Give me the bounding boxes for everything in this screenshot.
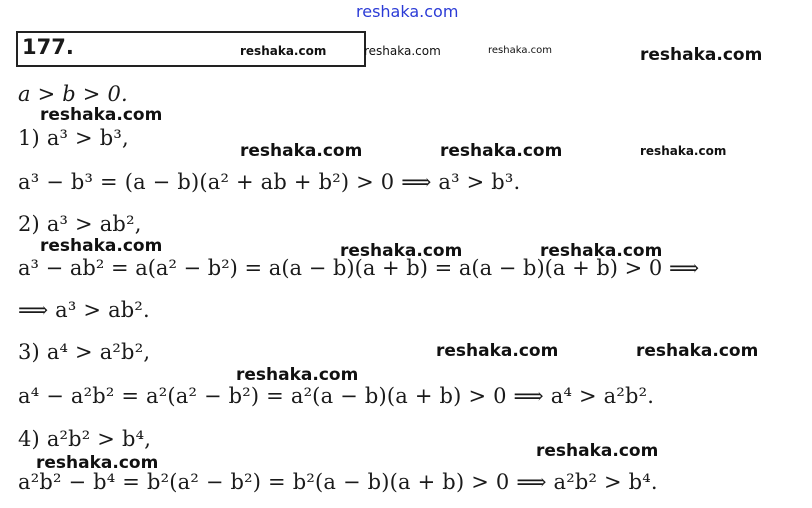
- watermark: reshaka.com: [440, 141, 563, 161]
- watermark: reshaka.com: [36, 453, 159, 473]
- part-2-claim: 2) a³ > ab²,: [18, 212, 142, 236]
- watermark: reshaka.com: [40, 105, 163, 125]
- watermark-top: reshaka.com: [356, 2, 459, 21]
- watermark: reshaka.com: [240, 44, 327, 58]
- watermark: reshaka.com: [340, 241, 463, 261]
- watermark: reshaka.com: [240, 141, 363, 161]
- part-4-proof: a²b² − b⁴ = b²(a² − b²) = b²(a − b)(a + b) > 0 ⟹ a²b² > b⁴.: [18, 470, 658, 494]
- watermark: reshaka.com: [640, 144, 727, 158]
- part-2-proof: a³ − ab² = a(a² − b²) = a(a − b)(a + b) = a(a − b)(a + b) > 0 ⟹: [18, 256, 700, 280]
- part-4-claim: 4) a²b² > b⁴,: [18, 427, 152, 451]
- given-condition: [18, 82, 128, 106]
- part-2-conclusion: ⟹ a³ > ab².: [18, 298, 150, 322]
- watermark: reshaka.com: [540, 241, 663, 261]
- watermark: reshaka.com: [364, 44, 441, 58]
- task-number: 177.: [22, 35, 74, 59]
- part-3-claim: 3) a⁴ > a²b²,: [18, 340, 151, 364]
- watermark: reshaka.com: [436, 341, 559, 361]
- watermark: reshaka.com: [488, 45, 552, 56]
- part-1-claim: 1) a³ > b³,: [18, 126, 129, 150]
- given-text: a > b > 0.: [18, 82, 128, 106]
- part-3-proof: a⁴ − a²b² = a²(a² − b²) = a²(a − b)(a + b) > 0 ⟹ a⁴ > a²b².: [18, 384, 655, 408]
- watermark: reshaka.com: [636, 341, 759, 361]
- watermark: reshaka.com: [236, 365, 359, 385]
- watermark: reshaka.com: [40, 236, 163, 256]
- part-1-proof: a³ − b³ = (a − b)(a² + ab + b²) > 0 ⟹ a³ > b³.: [18, 170, 521, 194]
- watermark: reshaka.com: [536, 441, 659, 461]
- watermark: reshaka.com: [640, 45, 763, 65]
